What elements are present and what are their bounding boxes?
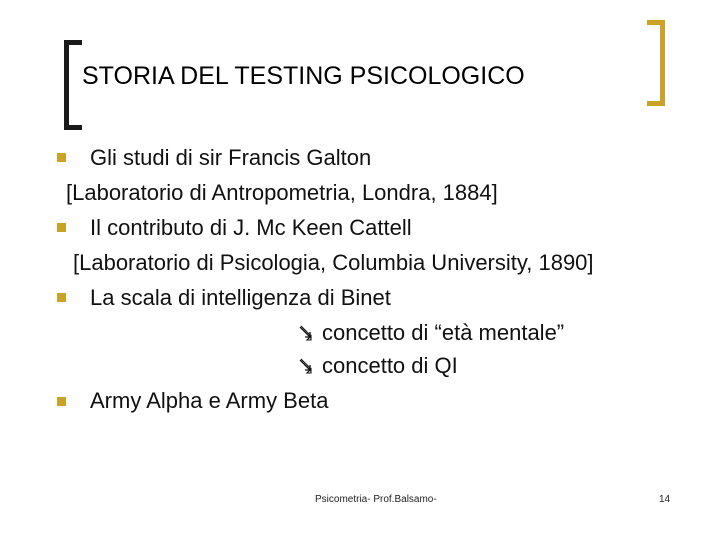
hollow-arrow-icon (298, 324, 316, 342)
arrow-item-1-text: concetto di “età mentale” (322, 320, 565, 345)
footer-source: Psicometria- Prof.Balsamo- (315, 494, 437, 505)
bullet-4-text: Army Alpha e Army Beta (90, 388, 329, 413)
bullet-3-text: La scala di intelligenza di Binet (90, 285, 391, 310)
bullet-2-subtext: [Laboratorio di Psicologia, Columbia University, 1890] (73, 250, 594, 275)
bullet-1-subtext: [Laboratorio di Antropometria, Londra, 1884] (66, 180, 498, 205)
right-bracket-decoration (647, 20, 665, 106)
hollow-arrow-icon (298, 357, 316, 375)
bullet-2-text: Il contributo di J. Mc Keen Cattell (90, 215, 412, 240)
page-number: 14 (659, 494, 671, 505)
slide-title: STORIA DEL TESTING PSICOLOGICO (82, 62, 525, 90)
left-bracket-decoration (64, 40, 82, 130)
square-bullet-icon (57, 223, 66, 232)
square-bullet-icon (57, 397, 66, 406)
square-bullet-icon (57, 293, 66, 302)
bullet-1-text: Gli studi di sir Francis Galton (90, 145, 372, 170)
square-bullet-icon (57, 153, 66, 162)
arrow-item-2-text: concetto di QI (322, 353, 458, 378)
arrow-item-1 (298, 320, 564, 346)
arrow-item-2 (298, 353, 458, 379)
